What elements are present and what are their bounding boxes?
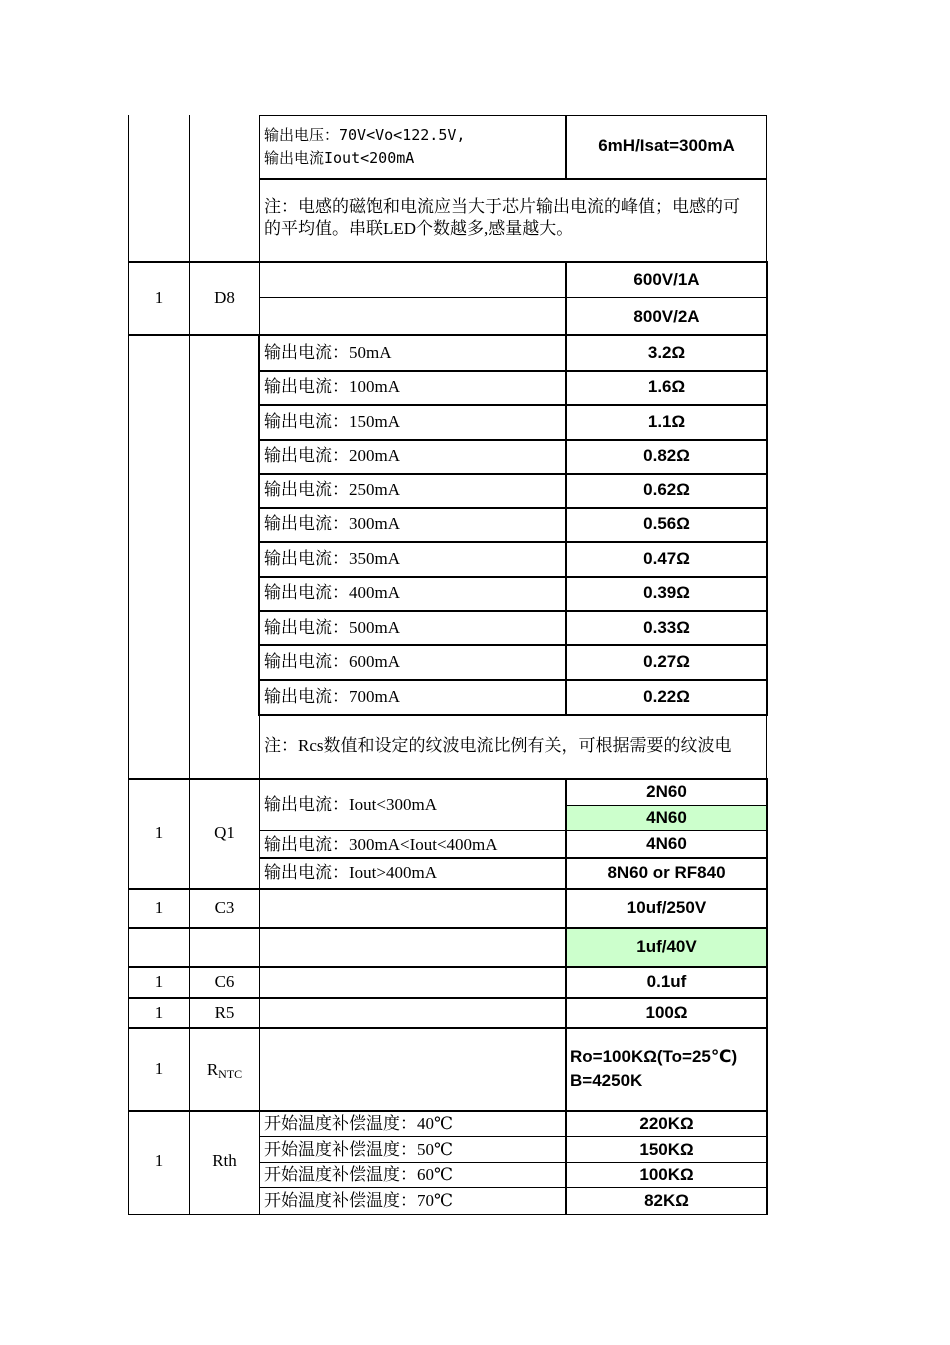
rcs-condition: 输出电流：400mA — [264, 583, 400, 602]
q1-condition-3: 输出电流：Iout>400mA — [264, 863, 437, 882]
d8-qty: 1 — [154, 288, 164, 307]
rcs-value: 1.1Ω — [647, 412, 686, 431]
r5-qty: 1 — [154, 1003, 164, 1022]
d8-value-1: 600V/1A — [633, 270, 700, 289]
rcs-value: 0.39Ω — [643, 583, 690, 602]
r5-designator: R5 — [214, 1003, 235, 1022]
rth-value: 150KΩ — [639, 1140, 694, 1159]
ntc-qty: 1 — [154, 1059, 164, 1078]
r5-value: 100Ω — [645, 1003, 688, 1022]
rcs-condition: 输出电流：300mA — [264, 514, 400, 533]
q1-designator: Q1 — [214, 823, 235, 842]
rcs-value: 0.22Ω — [643, 687, 690, 706]
c3-designator: C3 — [214, 898, 235, 917]
rcs-condition: 输出电流：250mA — [264, 480, 400, 499]
d8-value-2: 800V/2A — [633, 307, 700, 326]
rcs-value: 0.33Ω — [643, 618, 690, 637]
ntc-designator — [190, 1060, 259, 1084]
rcs-value: 0.56Ω — [643, 514, 690, 533]
rth-condition: 开始温度补偿温度：70℃ — [264, 1191, 454, 1210]
inductor-condition-line1: 输出电压：70V<Vo<122.5V, — [264, 126, 466, 144]
q1-qty: 1 — [154, 823, 164, 842]
rcs-condition: 输出电流：150mA — [264, 412, 400, 431]
rcs-value: 0.62Ω — [643, 480, 690, 499]
rcs-value: 3.2Ω — [647, 343, 686, 362]
rcs-condition: 输出电流：600mA — [264, 652, 400, 671]
rcs-value: 0.27Ω — [643, 652, 690, 671]
q1-condition-2: 输出电流：300mA<Iout<400mA — [264, 835, 498, 854]
rcs-condition: 输出电流：50mA — [264, 343, 392, 362]
rth-condition: 开始温度补偿温度：40℃ — [264, 1114, 454, 1133]
d8-designator: D8 — [214, 288, 235, 307]
ntc-designator-sub: NTC — [218, 1067, 243, 1081]
inductor-value: 6mH/Isat=300mA — [598, 136, 735, 155]
rcs-note: 注：Rcs数值和设定的纹波电流比例有关，可根据需要的纹波电 — [264, 736, 732, 755]
c3-qty: 1 — [154, 898, 164, 917]
rcs-condition: 输出电流：100mA — [264, 377, 400, 396]
inductor-note-line1: 注：电感的磁饱和电流应当大于芯片输出电流的峰值；电感的可 — [264, 197, 740, 216]
rcs-value: 0.47Ω — [643, 549, 690, 568]
q1-value-1b: 4N60 — [646, 808, 687, 827]
rcs-value: 1.6Ω — [647, 377, 686, 396]
rcs-condition: 输出电流：500mA — [264, 618, 400, 637]
rth-condition: 开始温度补偿温度：50℃ — [264, 1140, 454, 1159]
c3-value: 10uf/250V — [626, 898, 707, 917]
rth-value: 82KΩ — [644, 1191, 689, 1210]
ntc-value-line1: Ro=100KΩ(To=25℃) — [570, 1047, 738, 1066]
c6-designator: C6 — [214, 972, 235, 991]
q1-condition-1: 输出电流：Iout<300mA — [264, 795, 437, 814]
rth-value: 100KΩ — [639, 1165, 694, 1184]
rcs-condition: 输出电流：700mA — [264, 687, 400, 706]
rth-qty: 1 — [154, 1151, 164, 1170]
q1-value-1a: 2N60 — [646, 782, 687, 801]
q1-value-2: 4N60 — [646, 834, 687, 853]
q1-value-3: 8N60 or RF840 — [607, 863, 726, 882]
rcs-condition: 输出电流：200mA — [264, 446, 400, 465]
rth-condition: 开始温度补偿温度：60℃ — [264, 1165, 454, 1184]
inductor-condition-line2: 输出电流Iout<200mA — [264, 149, 415, 167]
ntc-value-line2: B=4250K — [570, 1071, 643, 1090]
c6-qty: 1 — [154, 972, 164, 991]
ntc-designator-main: R — [206, 1060, 219, 1079]
inductor-note-line2: 的平均值。串联LED个数越多,感量越大。 — [264, 219, 574, 238]
c6-value: 0.1uf — [646, 972, 687, 991]
extra-capacitor-value: 1uf/40V — [636, 937, 697, 956]
rcs-condition: 输出电流：350mA — [264, 549, 400, 568]
rcs-value: 0.82Ω — [643, 446, 690, 465]
rth-designator: Rth — [212, 1151, 237, 1170]
rth-value: 220KΩ — [639, 1114, 694, 1133]
